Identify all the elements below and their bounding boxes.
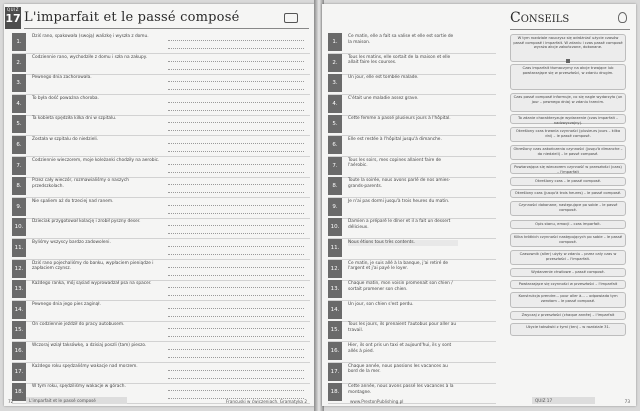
exercise-number: 13. bbox=[12, 280, 26, 298]
exercise-number: 18. bbox=[12, 383, 26, 401]
answer-line[interactable] bbox=[168, 40, 304, 41]
answer-row bbox=[328, 216, 496, 239]
tip-box: W tym rozdziale nauczysz się odróżniać użycie czasów passé composé i imparfait. W zdaniu i czas passé composé wyraża akcje zakończone, dokonane. bbox=[510, 34, 626, 62]
exercise-number: 15. bbox=[12, 321, 26, 339]
answer-line[interactable] bbox=[168, 390, 304, 391]
answer-text: Hier, ils ont pris un taxi et aujourd'hui, ils y sont allés à pied. bbox=[348, 343, 452, 354]
exercise-number: 3. bbox=[12, 74, 26, 92]
answer-row bbox=[328, 196, 496, 219]
answer-line[interactable] bbox=[168, 69, 304, 70]
answer-row bbox=[328, 299, 496, 322]
answer-row bbox=[328, 361, 496, 384]
answer-line[interactable] bbox=[168, 205, 304, 206]
right-page bbox=[322, 4, 636, 406]
answer-number: 12. bbox=[328, 260, 342, 278]
answer-row bbox=[328, 155, 496, 178]
answer-line[interactable] bbox=[168, 254, 304, 255]
exercise-number: 7. bbox=[12, 157, 26, 175]
answer-number: 8. bbox=[328, 177, 342, 195]
exercise-text: To była dość poważna choroba. bbox=[32, 95, 99, 101]
exercise-row bbox=[12, 31, 310, 54]
answer-number: 3. bbox=[328, 74, 342, 92]
footer-quiz: QUIZ 17 bbox=[532, 397, 595, 404]
answer-text: Elle est restée à l'hôpital jusqu'à dimanche. bbox=[348, 137, 442, 142]
exercise-text: Pewnego dnia zachorowała. bbox=[32, 75, 92, 81]
answer-line[interactable] bbox=[168, 370, 304, 371]
answer-number: 5. bbox=[328, 115, 342, 133]
exercise-text: Dzieciak przygotował kolację i zrobił pyszny deser. bbox=[32, 219, 141, 225]
answer-text: Un jour, elle est tombée malade. bbox=[348, 75, 419, 81]
tip-box: Określony czas – le passé composé. bbox=[510, 177, 626, 186]
tip-box: Zwyczaj z przeszłości (chaque année) – l'imparfait bbox=[510, 311, 626, 320]
tip-box: Czas imparfait tłumaczymy na akcje trwające lub powtarzające się w przeszłości, w zdaniu drugim. bbox=[510, 64, 626, 90]
exercise-number: 8. bbox=[12, 177, 26, 195]
answer-text: C'était une maladie assez grave. bbox=[348, 95, 419, 101]
left-footer bbox=[4, 396, 317, 406]
exercise-text: Wczoraj wziął taksówkę, a dzisiaj poszli (tam) pieszo. bbox=[32, 343, 147, 348]
exercise-row bbox=[12, 258, 310, 281]
tip-box: Opis stanu, emocji – czas imparfait. bbox=[510, 220, 626, 229]
answer-text: Je n'ai pas dormi jusqu'à trois heures du matin. bbox=[348, 198, 450, 204]
answer-line[interactable] bbox=[168, 336, 304, 337]
answer-line[interactable] bbox=[168, 378, 304, 379]
answer-line[interactable] bbox=[168, 287, 304, 288]
exercise-number: 10. bbox=[12, 218, 26, 236]
answer-text: Ce matin, je suis allé à la banque, j'ai retiré de l'argent et j'ai payé le loyer. bbox=[348, 260, 449, 272]
exercise-text: Każdego ranka, mój sąsiad wyprowadzał psa na spacer. bbox=[32, 281, 152, 287]
tip-box: Określony czas trwania czynności (plusieurs jours – kilka dni) – le passé composé. bbox=[510, 127, 626, 142]
tip-box: Określony czas zakończenia czynności (jusqu'à dimanche – do niedzieli) – le passé composé. bbox=[510, 145, 626, 160]
answer-text: Chaque matin, mon voisin promenait son chien / sortait promener son chien. bbox=[348, 281, 453, 292]
answer-line[interactable] bbox=[168, 110, 304, 111]
exercise-number: 6. bbox=[12, 136, 26, 154]
quiz-number: 17 bbox=[5, 12, 21, 25]
exercise-text: Dziś rano pojechaliśmy do banku, wypłaciem pieniądze i zapłaciem czynsz. bbox=[32, 260, 154, 272]
exercise-icon bbox=[284, 13, 298, 23]
exercise-row bbox=[12, 216, 310, 239]
exercise-number: 12. bbox=[12, 260, 26, 278]
tip-box: Określony czas (jusqu'à trois heures) – le passé composé. bbox=[510, 189, 626, 198]
answer-line[interactable] bbox=[168, 184, 304, 185]
publisher-url: www.PrestonPublishing.pl bbox=[350, 399, 404, 404]
answer-text: Tous les matins, elle sortait de la maison et elle allait faire les courses. bbox=[348, 54, 451, 66]
answer-number: 16. bbox=[328, 342, 342, 360]
exercise-row bbox=[12, 175, 310, 198]
answer-row bbox=[328, 175, 496, 198]
exercise-number: 16. bbox=[12, 342, 26, 360]
answer-row bbox=[328, 237, 496, 260]
tip-box: Powtarzające się czynności w przeszłości – l'imparfait bbox=[510, 280, 626, 289]
answer-line[interactable] bbox=[168, 61, 304, 62]
answer-number: 4. bbox=[328, 95, 342, 113]
exercise-row bbox=[12, 299, 310, 322]
answer-line[interactable] bbox=[168, 267, 304, 268]
answer-row bbox=[328, 31, 496, 54]
answer-text: Tous les jours, ils prenaient l'autobus pour aller au travail. bbox=[348, 322, 457, 333]
answer-line[interactable] bbox=[168, 246, 304, 247]
exercise-row bbox=[12, 196, 310, 219]
page-title: L'imparfait et le passé composé bbox=[24, 10, 240, 25]
tip-box: Czynności dokonane, następujące po sobie – le passé composé. bbox=[510, 201, 626, 216]
answer-text: Nous étions tous très contents. bbox=[348, 240, 458, 246]
exercise-row bbox=[12, 278, 310, 301]
exercise-text: On codziennie jeździł do pracy autobusem. bbox=[32, 322, 125, 328]
answer-text: Damien a préparé le dîner et il a fait un dessert délicieux. bbox=[348, 219, 451, 230]
answer-row bbox=[328, 113, 496, 136]
conseils-title: Conseils bbox=[510, 10, 570, 26]
answer-number: 11. bbox=[328, 239, 342, 257]
answer-number: 14. bbox=[328, 301, 342, 319]
answer-row bbox=[328, 319, 496, 342]
exercise-number: 1. bbox=[12, 33, 26, 51]
title-divider bbox=[24, 28, 309, 29]
answer-line[interactable] bbox=[168, 349, 304, 350]
exercise-text: Każdego roku spędzaliśmy wakacje nad morzem. bbox=[32, 363, 138, 369]
tip-box: Wydarzenie chwilowe – passé composé. bbox=[510, 268, 626, 277]
exercise-text: Byliśmy wszyscy bardzo zadowoleni. bbox=[32, 240, 111, 245]
exercise-text: Została w szpitalu do niedzieli. bbox=[32, 137, 99, 142]
answer-line[interactable] bbox=[168, 102, 304, 103]
answer-text: Toute la soirée, nous avons parlé de nos amies-grands-parents. bbox=[348, 178, 451, 189]
exercise-row bbox=[12, 340, 310, 363]
answer-line[interactable] bbox=[168, 192, 304, 193]
exercise-row bbox=[12, 113, 310, 136]
answer-line[interactable] bbox=[168, 275, 304, 276]
exercise-row bbox=[12, 72, 310, 95]
answer-row bbox=[328, 52, 496, 75]
answer-line[interactable] bbox=[168, 225, 304, 226]
tip-separator bbox=[566, 59, 570, 63]
quiz-tab bbox=[5, 7, 21, 29]
answer-row bbox=[328, 134, 496, 157]
answer-number: 15. bbox=[328, 321, 342, 339]
exercise-row bbox=[12, 237, 310, 260]
answer-number: 13. bbox=[328, 280, 342, 298]
page-number: 72 bbox=[8, 399, 14, 404]
exercise-text: Codziennie wieczorem, moje koleżanki chodziły na aerobic. bbox=[32, 157, 160, 163]
answer-line[interactable] bbox=[168, 48, 304, 49]
left-page bbox=[4, 4, 317, 406]
exercise-text: Pewnego dnia jego pies zaginął. bbox=[32, 301, 101, 307]
exercise-text: Nie spaliem aż do trzeciej nad ranem. bbox=[32, 198, 114, 204]
answer-text: Chaque année, nous passions les vacances au bord de la mer. bbox=[348, 363, 448, 375]
exercise-row bbox=[12, 93, 310, 116]
footer-book-title: Francuski w ćwiczeniach. Gramatyka 2 bbox=[225, 399, 307, 404]
conseils-divider bbox=[510, 29, 630, 30]
answer-line[interactable] bbox=[168, 316, 304, 317]
answer-line[interactable] bbox=[168, 308, 304, 309]
answer-text: Ce matin, elle a fait sa valise et elle est sortie de la maison. bbox=[348, 34, 454, 45]
answer-line[interactable] bbox=[168, 164, 304, 165]
exercise-number: 2. bbox=[12, 54, 26, 72]
exercise-text: Przez cały wieczór, rozmawialiśmy o naszych przedszkolach. bbox=[32, 178, 129, 189]
right-footer bbox=[322, 396, 636, 406]
answer-line[interactable] bbox=[168, 89, 304, 90]
exercise-number: 5. bbox=[12, 115, 26, 133]
answer-number: 2. bbox=[328, 54, 342, 72]
answer-number: 10. bbox=[328, 218, 342, 236]
footer-chapter: L'imparfait et le passé composé bbox=[26, 397, 127, 404]
lightbulb-icon bbox=[618, 12, 627, 23]
tip-box: Czasownik (aller) użyty w zdaniu – przez cały czas w przeszłości – l'imparfait. bbox=[510, 250, 626, 265]
tip-box: Czas passé composé informuje, co się nagle wydarzyło (un jour – pewnego dnia) w zdaniu trzecim. bbox=[510, 93, 626, 112]
quiz-label: QUIZ bbox=[7, 7, 19, 12]
answer-line[interactable] bbox=[168, 357, 304, 358]
exercise-row bbox=[12, 319, 310, 342]
answer-number: 17. bbox=[328, 363, 342, 381]
exercise-number: 14. bbox=[12, 301, 26, 319]
answer-row bbox=[328, 278, 496, 301]
answer-text: Un jour, son chien s'est perdu. bbox=[348, 301, 414, 307]
answer-number: 18. bbox=[328, 383, 342, 401]
answer-line[interactable] bbox=[168, 143, 304, 144]
answer-line[interactable] bbox=[168, 172, 304, 173]
tip-box: Powtarzająca się wieczorem czynność w przeszłości (czas) – l'imparfait bbox=[510, 163, 626, 174]
answer-row bbox=[328, 72, 496, 95]
answer-line[interactable] bbox=[168, 233, 304, 234]
answer-row bbox=[328, 258, 496, 281]
answer-line[interactable] bbox=[168, 81, 304, 82]
exercise-row bbox=[12, 52, 310, 75]
exercise-row bbox=[12, 155, 310, 178]
answer-line[interactable] bbox=[168, 328, 304, 329]
answer-row bbox=[328, 93, 496, 116]
exercise-number: 17. bbox=[12, 363, 26, 381]
answer-line[interactable] bbox=[168, 151, 304, 152]
answer-line[interactable] bbox=[168, 213, 304, 214]
tip-box: Użycie taksówki z tymi (ten) – w rozdziale 31. bbox=[510, 323, 626, 336]
exercise-number: 9. bbox=[12, 198, 26, 216]
answer-number: 7. bbox=[328, 157, 342, 175]
answer-text: Tous les soirs, mes copines allaient faire de l'aérobic. bbox=[348, 157, 442, 169]
exercise-text: Ta kobieta spędziła kilka dni w szpitalu. bbox=[32, 116, 117, 122]
exercise-text: Dziś rano, spakowała (swoją) walizkę i wyszła z domu. bbox=[32, 34, 149, 39]
answer-row bbox=[328, 340, 496, 363]
exercise-row bbox=[12, 134, 310, 157]
exercise-number: 4. bbox=[12, 95, 26, 113]
exercise-text: W tym roku, spędziliśmy wakacje w górach. bbox=[32, 384, 126, 390]
tip-box: To zdanie charakteryzuje wydarzenie (czas imparfait – nadzwyczajny). bbox=[510, 114, 626, 124]
tip-box: Kilka krótkich czynności następujących po sobie – le passé composé. bbox=[510, 233, 626, 247]
exercise-number: 11. bbox=[12, 239, 26, 257]
answer-text: Cette femme a passé plusieurs jours à l'hôpital. bbox=[348, 116, 451, 122]
exercise-row bbox=[12, 361, 310, 384]
page-number: 73 bbox=[624, 399, 630, 404]
answer-number: 1. bbox=[328, 33, 342, 51]
answer-text: Cette année, nous avons passé les vacances à la montagne. bbox=[348, 384, 454, 395]
answer-number: 9. bbox=[328, 198, 342, 216]
answer-line[interactable] bbox=[168, 295, 304, 296]
tip-box: Konstrukcja prendre... pour aller à... – odpowiada tym zwrotom – le passé composé. bbox=[510, 292, 626, 308]
answer-line[interactable] bbox=[168, 130, 304, 131]
answer-line[interactable] bbox=[168, 122, 304, 123]
exercise-text: Codziennie rano, wychodziłe z domu i szła na zakupy. bbox=[32, 54, 148, 60]
answer-number: 6. bbox=[328, 136, 342, 154]
